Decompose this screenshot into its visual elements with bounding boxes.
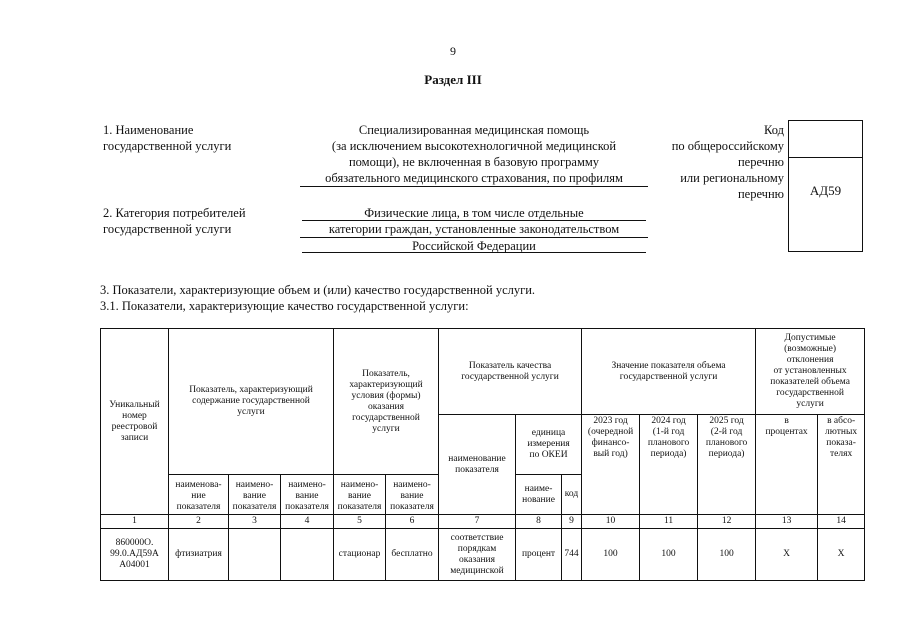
subheader-unit-code: код (562, 475, 582, 515)
quality-indicators-table (100, 328, 865, 581)
cell-indicator-name: соответствие порядкам оказания медицинской (439, 529, 516, 581)
header-content-indicator: Показатель, характеризующий содержание государственной услуги (169, 329, 334, 475)
code-label: Код по общероссийскому перечню или региональному перечню (671, 123, 784, 201)
subheader-col-5: наимено- вание показателя (334, 475, 386, 515)
header-unit-okei: единица измерения по ОКЕИ (516, 415, 582, 475)
paragraph-3-1: 3.1. Показатели, характеризующие качество государственной услуги: (100, 299, 469, 313)
header-year-2024: 2024 год (1-й год планового периода) (640, 415, 698, 515)
header-indicator-name: наименование показателя (439, 415, 516, 515)
subheader-col-4: наимено- вание показателя (281, 475, 334, 515)
header-volume-values: Значение показателя объема государственной услуги (582, 329, 756, 415)
subheader-col-3: наимено- вание показателя (229, 475, 281, 515)
item1-label: 1. Наименование государственной услуги (103, 123, 232, 153)
column-number-row: 1 2 3 4 5 6 7 8 9 10 11 12 13 14 (101, 515, 865, 529)
section-title: Раздел III (424, 72, 482, 87)
header-unique-number: Уникальный номер реестровой записи (101, 329, 169, 515)
header-quality-indicator: Показатель качества государственной услуги (439, 329, 582, 415)
header-year-2023: 2023 год (очередной финансо- вый год) (582, 415, 640, 515)
item2-underline (302, 252, 646, 253)
header-conditions-indicator: Показатель, характеризующий условия (формы) оказания государственной услуги (334, 329, 439, 475)
header-in-absolute: в абсо- лютных показа- телях (818, 415, 865, 515)
header-in-percent: в процентах (756, 415, 818, 515)
page-number: 9 (450, 44, 456, 58)
code-box-divider (789, 157, 862, 158)
subheader-unit-name: наиме- нование (516, 475, 562, 515)
code-box (788, 120, 863, 252)
subheader-col-2: наименова- ние показателя (169, 475, 229, 515)
code-value: АД59 (809, 183, 842, 198)
header-year-2025: 2025 год (2-й год планового периода) (698, 415, 756, 515)
table-row: 860000О. 99.0.АД59А А04001 фтизиатрия стационар бесплатно соответствие порядкам оказания медицинской процент 744 100 100 100 Х Х (101, 529, 865, 581)
item2-value: Физические лица, в том числе отдельные категории граждан, установленные законодательством Российской Федерации (300, 205, 648, 254)
paragraph-3: 3. Показатели, характеризующие объем и (или) качество государственной услуги. (100, 283, 536, 297)
header-allowed-deviation: Допустимые (возможные) отклонения от установленных показателей объема государственной услуги (756, 329, 865, 415)
subheader-col-6: наимено- вание показателя (386, 475, 439, 515)
item2-label: 2. Категория потребителей государственной услуги (103, 206, 246, 236)
item1-value: Специализированная медицинская помощь (за исключением высокотехнологичной медицинской помощи), не включенная в базовую программу обязательного медицинского страхования, по профилям (300, 122, 648, 187)
item2-underline-top (302, 220, 646, 221)
cell-record-number: 860000О. 99.0.АД59А А04001 (101, 529, 169, 581)
